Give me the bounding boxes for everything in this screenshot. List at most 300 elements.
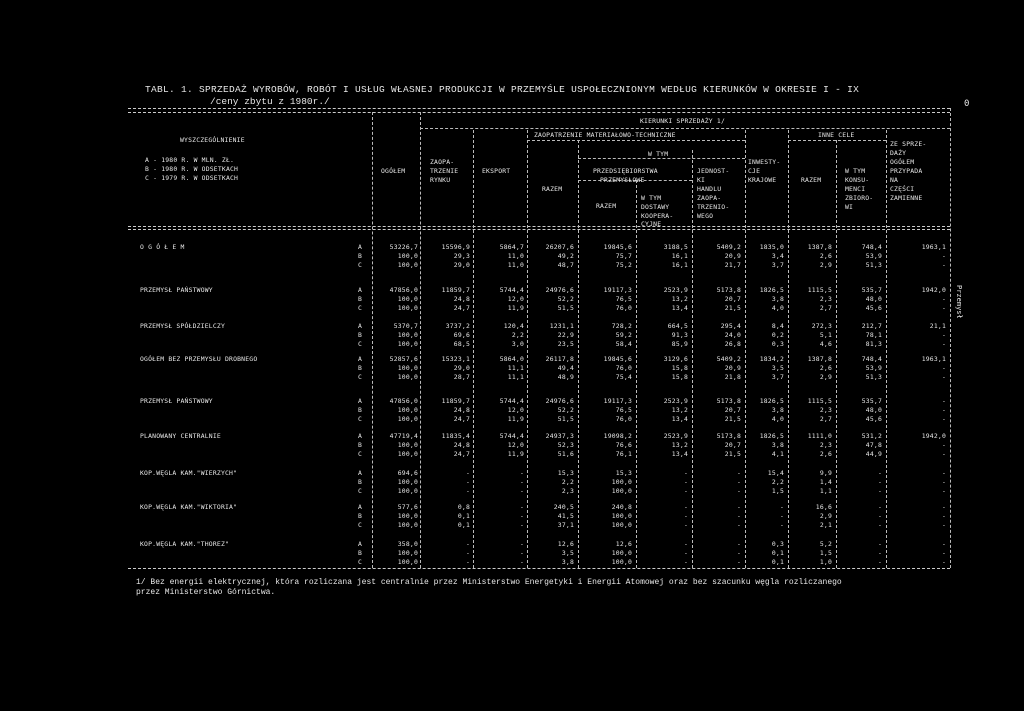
table-cell: 76,0 bbox=[615, 415, 632, 423]
table-cell: 26,8 bbox=[724, 340, 741, 348]
table-cell: 100,0 bbox=[397, 364, 418, 372]
table-cell: 51,5 bbox=[557, 304, 574, 312]
table-cell: 44,9 bbox=[865, 450, 882, 458]
header-zespr-5: NA bbox=[890, 176, 899, 184]
table-cell: 21,5 bbox=[724, 304, 741, 312]
table-cell: 577,6 bbox=[397, 503, 418, 511]
table-cell: 1942,0 bbox=[921, 432, 946, 440]
header-razem3: RAZEM bbox=[801, 176, 822, 184]
row-type-letter: B bbox=[358, 331, 363, 339]
table-cell: 3,5 bbox=[561, 549, 574, 557]
header-zespr-1: ZE SPRZE- bbox=[890, 140, 927, 148]
row-type-letter: C bbox=[358, 261, 363, 269]
table-cell: - bbox=[877, 540, 882, 548]
table-cell: 1,0 bbox=[819, 558, 832, 566]
rule-bottom bbox=[128, 568, 950, 569]
table-cell: 52,2 bbox=[557, 406, 574, 414]
table-cell: 76,0 bbox=[615, 304, 632, 312]
table-cell: 100,0 bbox=[397, 331, 418, 339]
table-cell: 2,3 bbox=[819, 295, 832, 303]
table-cell: 51,5 bbox=[557, 415, 574, 423]
table-cell: 29,3 bbox=[453, 252, 470, 260]
row-label: KOP.WĘGLA KAM."WIERZYCH" bbox=[140, 469, 238, 477]
table-cell: - bbox=[941, 261, 946, 269]
table-cell: 20,7 bbox=[724, 295, 741, 303]
table-cell: 47856,0 bbox=[389, 286, 418, 294]
table-cell: 535,7 bbox=[861, 286, 882, 294]
table-cell: 24,7 bbox=[453, 304, 470, 312]
table-cell: - bbox=[779, 503, 784, 511]
table-cell: 5,1 bbox=[819, 331, 832, 339]
table-cell: 78,1 bbox=[865, 331, 882, 339]
table-cell: 1111,0 bbox=[807, 432, 832, 440]
table-cell: 48,9 bbox=[557, 373, 574, 381]
header-zespr-2: DAŻY bbox=[890, 149, 907, 157]
table-cell: - bbox=[941, 549, 946, 557]
table-cell: 3188,5 bbox=[663, 243, 688, 251]
table-cell: 358,0 bbox=[397, 540, 418, 548]
table-cell: 19117,3 bbox=[603, 397, 632, 405]
rule-top2 bbox=[128, 112, 950, 113]
table-cell: 12,6 bbox=[615, 540, 632, 548]
table-cell: 5409,2 bbox=[716, 355, 741, 363]
table-cell: 5173,8 bbox=[716, 397, 741, 405]
table-cell: 91,3 bbox=[671, 331, 688, 339]
header-konsu-2: KONSU- bbox=[845, 176, 870, 184]
table-cell: - bbox=[941, 512, 946, 520]
table-cell: 12,6 bbox=[557, 540, 574, 548]
table-cell: - bbox=[941, 521, 946, 529]
table-cell: 2,6 bbox=[819, 450, 832, 458]
row-label: OGÓŁEM BEZ PRZEMYSŁU DROBNEGO bbox=[140, 355, 258, 363]
table-cell: 13,2 bbox=[671, 441, 688, 449]
table-cell: 15323,1 bbox=[441, 355, 470, 363]
table-cell: 9,9 bbox=[819, 469, 832, 477]
table-cell: 5864,7 bbox=[499, 243, 524, 251]
table-cell: 1231,1 bbox=[549, 322, 574, 330]
table-cell: - bbox=[736, 521, 741, 529]
table-cell: 69,6 bbox=[453, 331, 470, 339]
row-type-letter: A bbox=[358, 355, 363, 363]
table-cell: 100,0 bbox=[397, 373, 418, 381]
table-cell: 694,6 bbox=[397, 469, 418, 477]
table-cell: - bbox=[941, 295, 946, 303]
table-cell: 24976,6 bbox=[545, 286, 574, 294]
table-cell: 748,4 bbox=[861, 355, 882, 363]
header-wyszczegolnienie: WYSZCZEGÓLNIENIE bbox=[180, 136, 245, 144]
table-cell: 2,2 bbox=[561, 478, 574, 486]
table-cell: 52,2 bbox=[557, 295, 574, 303]
table-cell: 48,0 bbox=[865, 406, 882, 414]
table-cell: - bbox=[736, 549, 741, 557]
side-label: Przemysł bbox=[955, 285, 963, 319]
table-cell: 1942,0 bbox=[921, 286, 946, 294]
table-cell: - bbox=[877, 521, 882, 529]
table-cell: - bbox=[683, 521, 688, 529]
table-cell: - bbox=[683, 503, 688, 511]
table-cell: 49,4 bbox=[557, 364, 574, 372]
header-jednostki-4: ZAOPA- bbox=[697, 194, 722, 202]
table-cell: - bbox=[519, 478, 524, 486]
row-type-letter: C bbox=[358, 558, 363, 566]
table-cell: - bbox=[736, 487, 741, 495]
table-cell: 15596,9 bbox=[441, 243, 470, 251]
table-cell: 41,5 bbox=[557, 512, 574, 520]
table-cell: 100,0 bbox=[397, 340, 418, 348]
table-cell: 1963,1 bbox=[921, 243, 946, 251]
table-cell: 76,6 bbox=[615, 441, 632, 449]
table-cell: 68,5 bbox=[453, 340, 470, 348]
table-cell: 0,8 bbox=[457, 503, 470, 511]
table-cell: - bbox=[465, 540, 470, 548]
table-cell: 13,4 bbox=[671, 450, 688, 458]
table-cell: 24,8 bbox=[453, 295, 470, 303]
table-cell: 1826,5 bbox=[759, 286, 784, 294]
page-number: 0 bbox=[964, 99, 970, 109]
table-cell: 21,5 bbox=[724, 415, 741, 423]
row-type-letter: C bbox=[358, 487, 363, 495]
table-cell: 5370,7 bbox=[393, 322, 418, 330]
table-cell: 16,6 bbox=[815, 503, 832, 511]
table-cell: 11,0 bbox=[507, 261, 524, 269]
table-cell: 13,4 bbox=[671, 415, 688, 423]
table-cell: 2523,9 bbox=[663, 432, 688, 440]
table-cell: 4,0 bbox=[771, 304, 784, 312]
header-zespr-6: CZĘŚCI bbox=[890, 185, 915, 193]
row-type-letter: A bbox=[358, 469, 363, 477]
table-cell: 240,5 bbox=[553, 503, 574, 511]
table-cell: 212,7 bbox=[861, 322, 882, 330]
row-type-letter: C bbox=[358, 415, 363, 423]
header-jednostki-5: TRZENIO- bbox=[697, 203, 730, 211]
table-cell: 76,0 bbox=[615, 364, 632, 372]
footnote-line1: 1/ Bez energii elektrycznej, która rozliczana jest centralnie przez Ministerstwo Energetyki i Energii Atomowej oraz bez szacunku węgla rozliczanego bbox=[136, 578, 842, 587]
table-cell: - bbox=[683, 558, 688, 566]
table-cell: 2,2 bbox=[771, 478, 784, 486]
table-cell: 295,4 bbox=[720, 322, 741, 330]
table-cell: 5744,4 bbox=[499, 397, 524, 405]
row-type-letter: B bbox=[358, 549, 363, 557]
table-cell: 13,4 bbox=[671, 304, 688, 312]
table-cell: - bbox=[877, 549, 882, 557]
row-type-letter: A bbox=[358, 397, 363, 405]
table-cell: 37,1 bbox=[557, 521, 574, 529]
table-cell: 2,9 bbox=[819, 373, 832, 381]
table-cell: - bbox=[877, 558, 882, 566]
table-cell: 2523,9 bbox=[663, 397, 688, 405]
header-zespr-7: ZAMIENNE bbox=[890, 194, 923, 202]
header-razem2: RAZEM bbox=[596, 202, 617, 210]
table-cell: 52857,6 bbox=[389, 355, 418, 363]
header-konsu-5: WI bbox=[845, 203, 854, 211]
table-cell: - bbox=[941, 415, 946, 423]
table-cell: 20,7 bbox=[724, 441, 741, 449]
header-eksport: EKSPORT bbox=[482, 167, 511, 175]
table-cell: 0,3 bbox=[771, 540, 784, 548]
table-cell: 21,1 bbox=[929, 322, 946, 330]
table-cell: 51,6 bbox=[557, 450, 574, 458]
table-cell: - bbox=[683, 478, 688, 486]
table-cell: - bbox=[683, 549, 688, 557]
table-cell: 3,5 bbox=[771, 364, 784, 372]
table-cell: 15,4 bbox=[767, 469, 784, 477]
table-cell: 100,0 bbox=[611, 478, 632, 486]
table-cell: - bbox=[877, 478, 882, 486]
table-cell: 100,0 bbox=[397, 450, 418, 458]
table-cell: - bbox=[683, 469, 688, 477]
table-cell: 13,2 bbox=[671, 406, 688, 414]
table-cell: 24,8 bbox=[453, 406, 470, 414]
table-cell: 19845,6 bbox=[603, 243, 632, 251]
table-cell: - bbox=[779, 521, 784, 529]
table-cell: - bbox=[736, 512, 741, 520]
table-cell: - bbox=[941, 340, 946, 348]
table-cell: - bbox=[877, 512, 882, 520]
table-cell: 0,1 bbox=[457, 521, 470, 529]
table-cell: 11,9 bbox=[507, 304, 524, 312]
table-cell: 76,5 bbox=[615, 295, 632, 303]
table-cell: 5864,0 bbox=[499, 355, 524, 363]
table-cell: 26207,6 bbox=[545, 243, 574, 251]
table-cell: 3,7 bbox=[771, 261, 784, 269]
col-rule bbox=[578, 140, 579, 568]
table-cell: - bbox=[736, 558, 741, 566]
table-cell: - bbox=[519, 487, 524, 495]
rule-kierunki bbox=[420, 128, 950, 129]
row-type-letter: B bbox=[358, 364, 363, 372]
table-cell: 3,8 bbox=[771, 441, 784, 449]
table-cell: 13,2 bbox=[671, 295, 688, 303]
header-zaopatrzenie-rynku-3: RYNKU bbox=[430, 176, 451, 184]
table-cell: 21,7 bbox=[724, 261, 741, 269]
table-cell: 24976,6 bbox=[545, 397, 574, 405]
rule-inne bbox=[788, 140, 886, 141]
table-cell: 58,4 bbox=[615, 340, 632, 348]
table-cell: 5173,8 bbox=[716, 432, 741, 440]
table-cell: - bbox=[465, 469, 470, 477]
table-cell: 11835,4 bbox=[441, 432, 470, 440]
table-cell: - bbox=[519, 512, 524, 520]
header-konsu-1: W TYM bbox=[845, 167, 866, 175]
table-cell: 5744,4 bbox=[499, 432, 524, 440]
rule-zaopatrzenie bbox=[527, 140, 745, 141]
row-type-letter: A bbox=[358, 243, 363, 251]
table-cell: 24,7 bbox=[453, 415, 470, 423]
table-cell: 21,8 bbox=[724, 373, 741, 381]
table-cell: 20,9 bbox=[724, 364, 741, 372]
header-zaopatrzenie-mat: ZAOPATRZENIE MATERIAŁOWO-TECHNICZNE bbox=[534, 131, 676, 139]
table-cell: 11,1 bbox=[507, 364, 524, 372]
table-cell: 100,0 bbox=[611, 512, 632, 520]
table-cell: - bbox=[736, 503, 741, 511]
table-cell: 100,0 bbox=[397, 415, 418, 423]
header-przedsiebiorstwa-2: PRZEMYSŁOWE bbox=[600, 176, 645, 184]
table-cell: 24,7 bbox=[453, 450, 470, 458]
table-cell: - bbox=[941, 503, 946, 511]
table-cell: 2,3 bbox=[819, 406, 832, 414]
table-cell: 12,0 bbox=[507, 441, 524, 449]
table-cell: 21,5 bbox=[724, 450, 741, 458]
table-cell: 4,6 bbox=[819, 340, 832, 348]
table-cell: 0,1 bbox=[457, 512, 470, 520]
table-cell: 100,0 bbox=[397, 252, 418, 260]
table-cell: 100,0 bbox=[397, 261, 418, 269]
table-cell: 24,0 bbox=[724, 331, 741, 339]
table-cell: 59,2 bbox=[615, 331, 632, 339]
table-cell: 3129,6 bbox=[663, 355, 688, 363]
table-cell: 3,0 bbox=[511, 340, 524, 348]
table-cell: 531,2 bbox=[861, 432, 882, 440]
table-cell: 748,4 bbox=[861, 243, 882, 251]
table-cell: 51,3 bbox=[865, 373, 882, 381]
table-cell: - bbox=[519, 503, 524, 511]
rule-wtym bbox=[578, 158, 745, 159]
table-cell: 2,1 bbox=[819, 521, 832, 529]
table-cell: 4,0 bbox=[771, 415, 784, 423]
table-cell: 51,3 bbox=[865, 261, 882, 269]
row-type-letter: A bbox=[358, 286, 363, 294]
table-cell: 2,3 bbox=[561, 487, 574, 495]
row-label: PLANOWANY CENTRALNIE bbox=[140, 432, 221, 440]
header-kierunki: KIERUNKI SPRZEDAŻY 1/ bbox=[640, 117, 725, 125]
table-cell: - bbox=[683, 540, 688, 548]
table-cell: - bbox=[519, 549, 524, 557]
header-dostawy-2: DOSTAWY bbox=[641, 203, 670, 211]
table-cell: - bbox=[941, 304, 946, 312]
row-type-letter: A bbox=[358, 432, 363, 440]
table-cell: 75,4 bbox=[615, 373, 632, 381]
table-cell: 2,7 bbox=[819, 304, 832, 312]
table-cell: 49,2 bbox=[557, 252, 574, 260]
table-cell: 19098,2 bbox=[603, 432, 632, 440]
table-cell: 11,9 bbox=[507, 450, 524, 458]
table-cell: 75,7 bbox=[615, 252, 632, 260]
header-inwestycje-1: INWESTY- bbox=[748, 158, 781, 166]
table-cell: - bbox=[465, 549, 470, 557]
row-label: KOP.WĘGLA KAM."THOREZ" bbox=[140, 540, 230, 548]
table-cell: 12,0 bbox=[507, 295, 524, 303]
table-cell: 52,3 bbox=[557, 441, 574, 449]
table-cell: 100,0 bbox=[611, 549, 632, 557]
table-cell: - bbox=[877, 487, 882, 495]
table-cell: 100,0 bbox=[611, 558, 632, 566]
table-cell: 81,3 bbox=[865, 340, 882, 348]
row-label: PRZEMYSŁ PAŃSTWOWY bbox=[140, 286, 213, 294]
table-cell: 85,9 bbox=[671, 340, 688, 348]
table-cell: - bbox=[519, 558, 524, 566]
table-cell: 11859,7 bbox=[441, 286, 470, 294]
table-cell: - bbox=[779, 512, 784, 520]
table-cell: 100,0 bbox=[611, 487, 632, 495]
table-cell: - bbox=[736, 469, 741, 477]
table-cell: - bbox=[941, 469, 946, 477]
col-rule bbox=[636, 180, 637, 568]
col-rule bbox=[420, 112, 421, 568]
table-cell: 1834,2 bbox=[759, 355, 784, 363]
table-cell: 2523,9 bbox=[663, 286, 688, 294]
table-cell: - bbox=[465, 487, 470, 495]
table-cell: - bbox=[941, 373, 946, 381]
table-cell: 47856,0 bbox=[389, 397, 418, 405]
table-cell: 1,1 bbox=[819, 487, 832, 495]
header-ogolem: OGÓŁEM bbox=[381, 167, 406, 175]
table-title: TABL. 1. SPRZEDAŻ WYROBÓW, ROBÓT I USŁUG WŁASNEJ PRODUKCJI W PRZEMYŚLE USPOŁECZNIONYM WEDŁUG KIERUNKÓW W OKRESIE I - IX bbox=[145, 84, 860, 95]
table-cell: 3,7 bbox=[771, 373, 784, 381]
table-cell: 48,7 bbox=[557, 261, 574, 269]
table-cell: 12,0 bbox=[507, 406, 524, 414]
table-cell: 5409,2 bbox=[716, 243, 741, 251]
header-przedsiebiorstwa-1: PRZEDSIĘBIORSTWA bbox=[593, 167, 658, 175]
table-cell: 1,5 bbox=[771, 487, 784, 495]
table-cell: - bbox=[941, 450, 946, 458]
row-type-letter: C bbox=[358, 450, 363, 458]
footnote-line2: przez Ministerstwo Górnictwa. bbox=[136, 588, 276, 597]
table-cell: 28,7 bbox=[453, 373, 470, 381]
table-cell: 5,2 bbox=[819, 540, 832, 548]
header-dostawy-3: KOOPERA- bbox=[641, 212, 674, 220]
table-cell: 23,5 bbox=[557, 340, 574, 348]
row-type-letter: B bbox=[358, 478, 363, 486]
row-type-letter: A bbox=[358, 503, 363, 511]
table-cell: 1835,0 bbox=[759, 243, 784, 251]
table-cell: 100,0 bbox=[397, 406, 418, 414]
table-cell: - bbox=[941, 441, 946, 449]
table-cell: - bbox=[941, 487, 946, 495]
header-inne-cele: INNE CELE bbox=[818, 131, 855, 139]
table-cell: 47719,4 bbox=[389, 432, 418, 440]
header-jednostki-3: HANDLU bbox=[697, 185, 722, 193]
table-cell: 1826,5 bbox=[759, 432, 784, 440]
table-cell: 2,2 bbox=[511, 331, 524, 339]
header-konsu-4: ZBIORO- bbox=[845, 194, 874, 202]
table-cell: 2,7 bbox=[819, 415, 832, 423]
header-inwestycje-2: CJE bbox=[748, 167, 761, 175]
table-cell: 535,7 bbox=[861, 397, 882, 405]
row-type-letter: A bbox=[358, 322, 363, 330]
table-cell: 100,0 bbox=[397, 304, 418, 312]
table-cell: - bbox=[519, 540, 524, 548]
table-cell: - bbox=[736, 478, 741, 486]
table-cell: 728,2 bbox=[611, 322, 632, 330]
header-w-tym: W TYM bbox=[648, 150, 669, 158]
header-zaopatrzenie-rynku-1: ZAOPA- bbox=[430, 158, 455, 166]
table-cell: 4,1 bbox=[771, 450, 784, 458]
table-cell: - bbox=[519, 521, 524, 529]
table-cell: 19117,3 bbox=[603, 286, 632, 294]
header-jednostki-1: JEDNOST- bbox=[697, 167, 730, 175]
table-cell: 272,3 bbox=[811, 322, 832, 330]
table-cell: 2,6 bbox=[819, 252, 832, 260]
table-cell: 1115,5 bbox=[807, 397, 832, 405]
table-cell: - bbox=[519, 469, 524, 477]
header-jednostki-6: WEGO bbox=[697, 212, 714, 220]
table-cell: 2,9 bbox=[819, 261, 832, 269]
table-cell: 15,3 bbox=[557, 469, 574, 477]
row-type-letter: B bbox=[358, 295, 363, 303]
table-cell: - bbox=[941, 478, 946, 486]
header-razem: RAZEM bbox=[542, 185, 563, 193]
row-type-letter: C bbox=[358, 340, 363, 348]
header-zespr-4: PRZYPADA bbox=[890, 167, 923, 175]
table-cell: 5173,8 bbox=[716, 286, 741, 294]
table-cell: 3,8 bbox=[771, 406, 784, 414]
table-cell: 240,8 bbox=[611, 503, 632, 511]
table-cell: - bbox=[941, 406, 946, 414]
table-cell: 15,8 bbox=[671, 364, 688, 372]
table-cell: - bbox=[683, 512, 688, 520]
table-cell: 26117,8 bbox=[545, 355, 574, 363]
table-cell: 47,8 bbox=[865, 441, 882, 449]
